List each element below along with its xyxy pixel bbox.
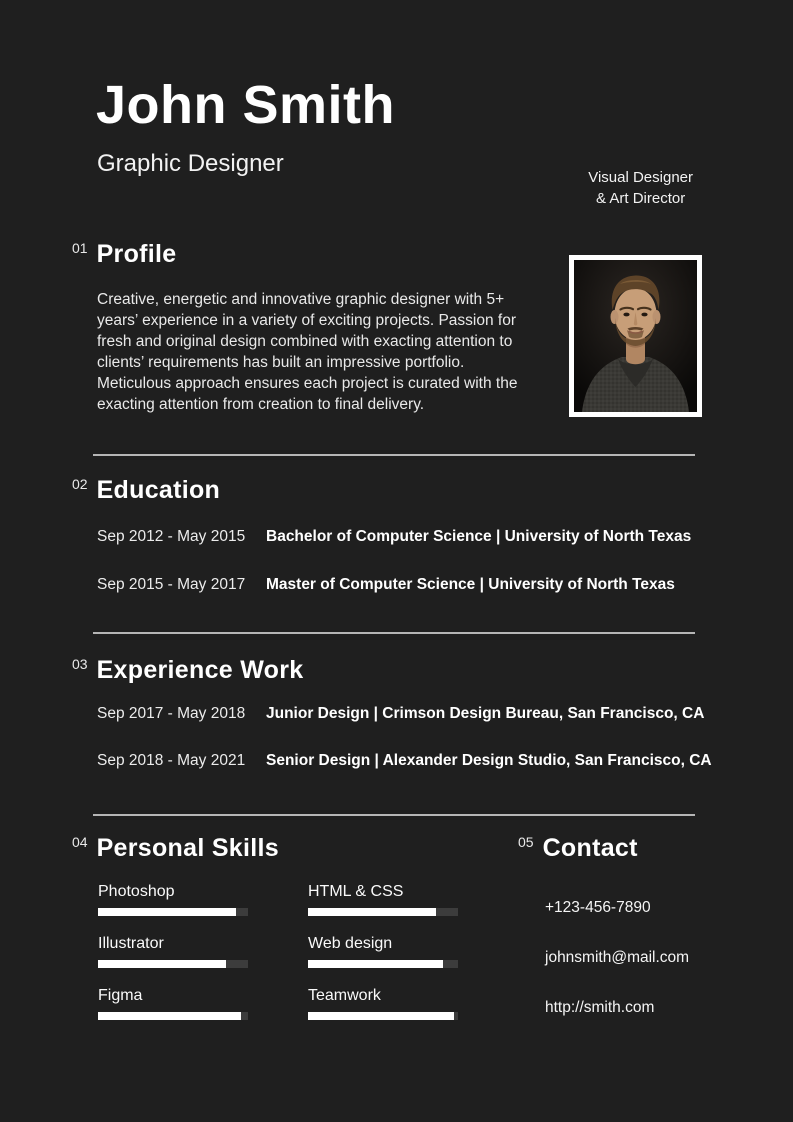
skill-bar-track [98,908,248,916]
profile-text: Creative, energetic and innovative graphic designer with 5+ years’ experience in a variety of exciting projects. Passion for fresh and original design combined with exacting attention to clients’ requirements has built an impressive portfolio. Meticulous approach ensures each project is curated with the exacting attention from creation to final delivery. [97,291,518,413]
side-role-line1: Visual Designer [588,169,693,186]
section-number: 05 [518,834,534,850]
portrait-photo [569,255,702,417]
experience-dates: Sep 2017 - May 2018 [97,705,246,722]
side-role [588,167,693,209]
section-number: 01 [72,240,88,256]
section-number: 02 [72,476,88,492]
section-divider [93,632,695,634]
side-role-line2: & Art Director [596,190,686,207]
education-rows [97,528,691,594]
skill-label: Photoshop [98,883,175,900]
skill-bar-track [98,1012,248,1020]
skills-grid [98,883,458,1020]
skill-item [308,883,458,916]
section-title: Education [96,476,221,504]
contact-phone: +123-456-7890 [545,899,651,916]
contact-website: http://smith.com [545,999,655,1016]
skill-item [308,935,458,968]
section-heading-profile [72,240,176,268]
experience-row [97,752,712,770]
section-heading-experience [72,656,303,684]
skill-bar-fill [98,1012,241,1020]
experience-detail: Senior Design | Alexander Design Studio, San Francisco, CA [266,752,712,769]
experience-dates: Sep 2018 - May 2021 [97,752,246,769]
education-dates: Sep 2015 - May 2017 [97,576,246,593]
person-name: John Smith [96,75,395,135]
section-heading-skills [72,834,279,862]
education-detail: Bachelor of Computer Science | University of North Texas [266,528,692,545]
section-title: Profile [96,240,177,268]
education-detail: Master of Computer Science | University of North Texas [266,576,675,593]
skill-item [98,883,248,916]
skill-label: HTML & CSS [308,883,404,900]
skill-bar-fill [98,960,226,968]
contact-email: johnsmith@mail.com [545,949,690,966]
skill-bar-track [308,1012,458,1020]
section-title: Personal Skills [96,834,279,862]
section-number: 03 [72,656,88,672]
experience-rows [97,705,712,770]
education-row [97,576,691,594]
experience-detail: Junior Design | Crimson Design Bureau, San Francisco, CA [266,705,705,722]
skill-item [98,987,248,1020]
skill-bar-fill [308,1012,454,1020]
section-divider [93,454,695,456]
education-row [97,528,691,546]
education-dates: Sep 2012 - May 2015 [97,528,246,545]
section-title: Contact [542,834,638,862]
skill-label: Teamwork [308,987,381,1004]
skill-bar-track [98,960,248,968]
skill-item [98,935,248,968]
section-title: Experience Work [96,656,304,684]
skill-bar-fill [308,908,436,916]
skill-label: Web design [308,935,393,952]
skill-bar-track [308,960,458,968]
skill-label: Illustrator [98,935,164,952]
skill-bar-track [308,908,458,916]
person-role: Graphic Designer [97,150,284,177]
skill-bar-fill [98,908,236,916]
skill-item [308,987,458,1020]
section-heading-education [72,476,220,504]
section-heading-contact [518,834,638,862]
experience-row [97,705,712,723]
skill-label: Figma [98,987,143,1004]
contact-items [545,899,689,1017]
section-number: 04 [72,834,88,850]
section-divider [93,814,695,816]
portrait-illustration [574,260,697,412]
skill-bar-fill [308,960,443,968]
